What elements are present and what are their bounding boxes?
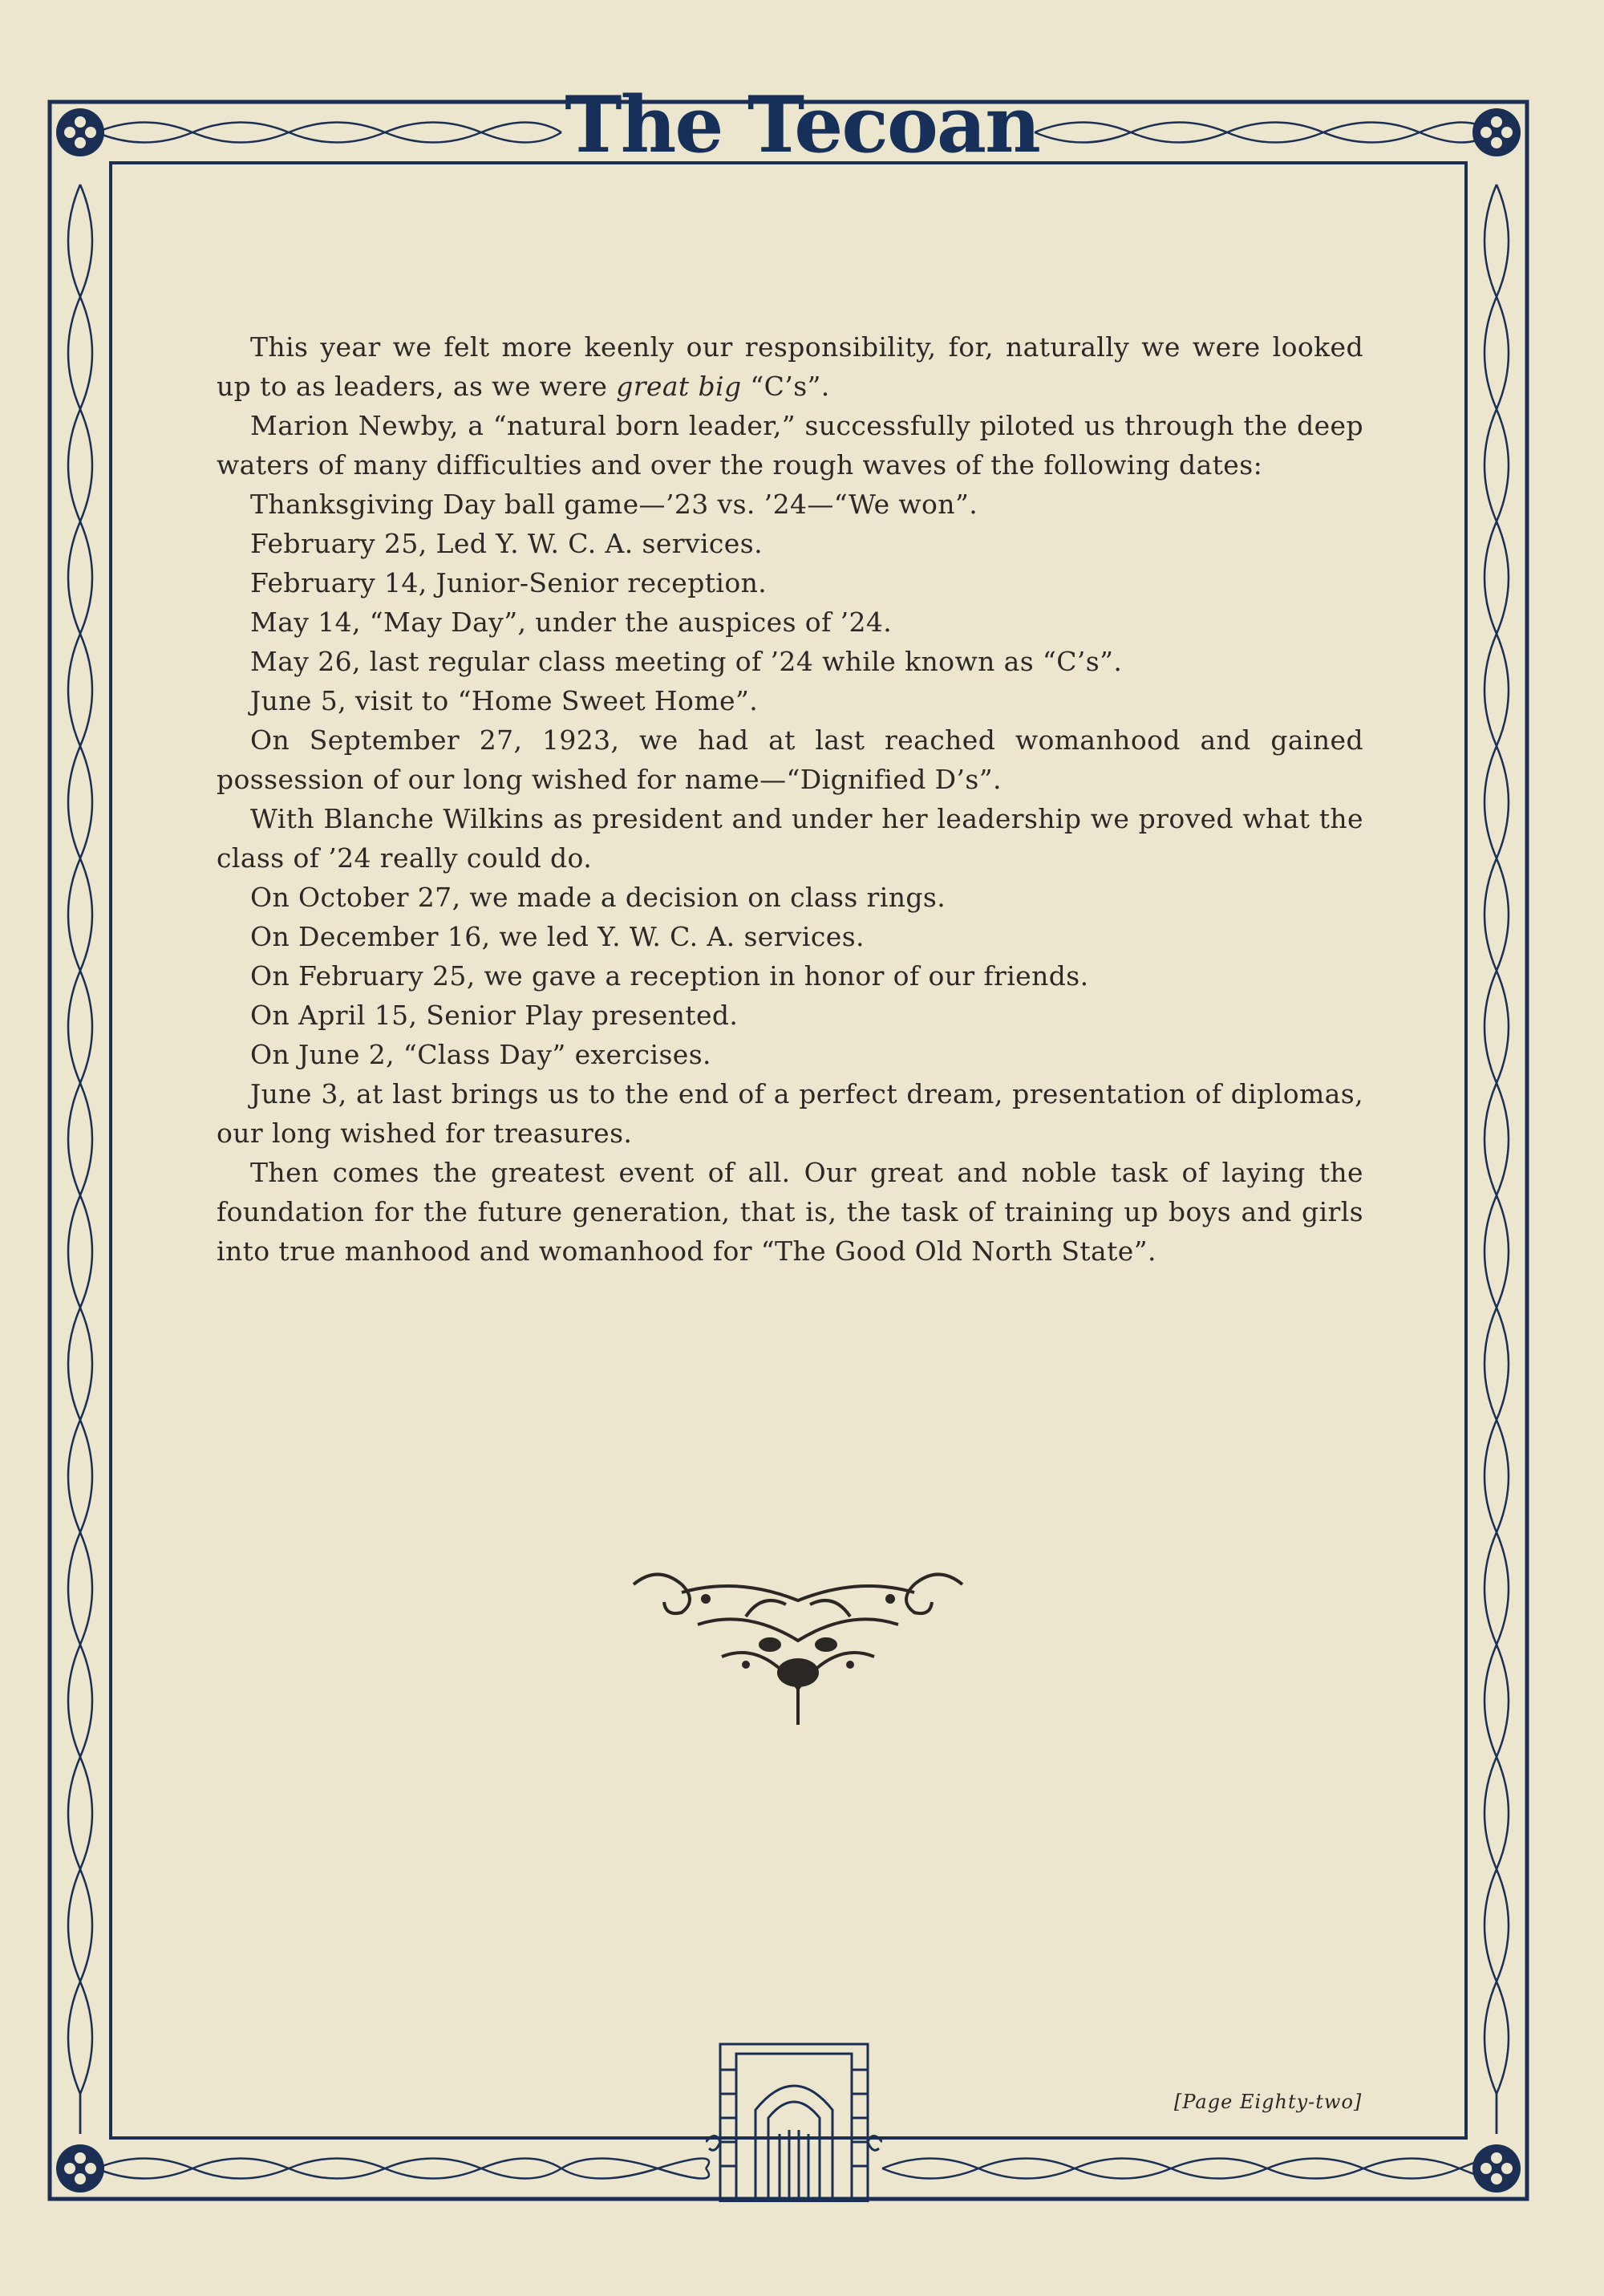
date-entry: On February 25, we gave a reception in honor of our friends. (250, 960, 1089, 992)
date-entry: May 26, last regular class meeting of ’24 while known as “C’s”. (250, 646, 1123, 677)
body-text (217, 327, 1363, 1271)
date-entry: On April 15, Senior Play presented. (250, 1000, 739, 1031)
page-number: [Page Eighty-two] (1174, 2091, 1363, 2113)
paragraph: On September 27, 1923, we had at last reached womanhood and gained possession of our long wished for name—“Dignified D’s”. (217, 724, 1363, 795)
paragraph: June 3, at last brings us to the end of a perfect dream, presentation of diplomas, our long wished for treasures. (217, 1078, 1363, 1149)
doorway-illustration-icon (706, 2038, 882, 2202)
page-title: The Tecoan (565, 79, 1039, 170)
paragraph: This year we felt more keenly our responsibility, for, naturally we were looked up to as leaders, as we were great big “C’s”. (217, 331, 1363, 402)
paragraph: Then comes the greatest event of all. Our great and noble task of laying the foundation for the future generation, that is, the task of training up boys and girls into true manhood and womanhood for “The Good Old North State”. (217, 1157, 1363, 1267)
date-entry: June 5, visit to “Home Sweet Home”. (250, 685, 759, 716)
date-entry: Thanksgiving Day ball game—’23 vs. ’24—“We won”. (250, 489, 978, 520)
date-entry: On June 2, “Class Day” exercises. (250, 1039, 711, 1070)
date-entry: May 14, “May Day”, under the auspices of ’24. (250, 606, 893, 638)
date-entry: February 14, Junior-Senior reception. (250, 567, 768, 598)
floral-ornament-icon (626, 1568, 970, 1729)
paragraph: Marion Newby, a “natural born leader,” successfully piloted us through the deep waters of many difficulties and over the rough waves of the following dates: (217, 410, 1363, 481)
date-entry: On December 16, we led Y. W. C. A. services. (250, 921, 865, 952)
paragraph: With Blanche Wilkins as president and under her leadership we proved what the class of ’24 really could do. (217, 803, 1363, 874)
date-entry: February 25, Led Y. W. C. A. services. (250, 528, 763, 559)
date-entry: On October 27, we made a decision on class rings. (250, 882, 946, 913)
